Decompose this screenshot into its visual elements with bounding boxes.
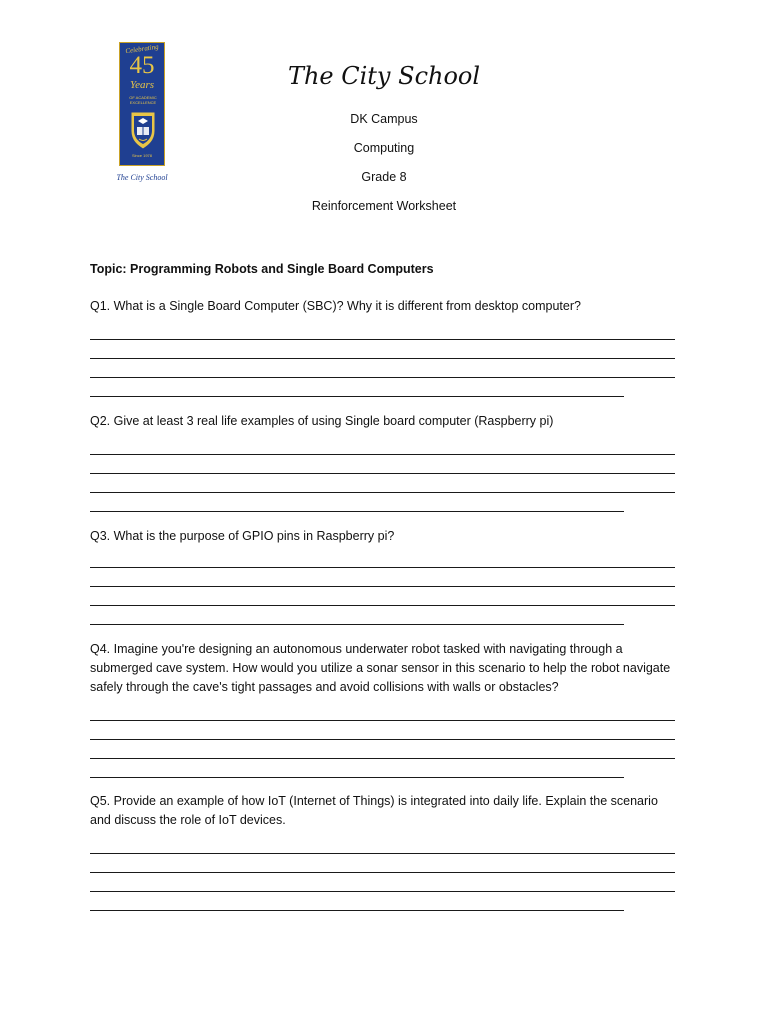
answer-line[interactable] [90, 910, 624, 911]
worksheet-title: Reinforcement Worksheet [311, 199, 457, 213]
question-4: Q4. Imagine you're designing an autonomous underwater robot tasked with navigating through a submerged cave system. How would you utilize a sonar sensor in this scenario to help the robot navigate safely through the cave's tight passages and avoid collisions with walls or obstacles? [90, 642, 671, 694]
answer-line[interactable] [90, 358, 675, 359]
answer-line[interactable] [90, 586, 675, 587]
answer-line[interactable] [90, 454, 675, 455]
question-5: Q5. Provide an example of how IoT (Internet of Things) is integrated into daily life. Explain the scenario and discuss the role of IoT devices. [90, 794, 658, 827]
answer-line[interactable] [90, 339, 675, 340]
answer-line[interactable] [90, 624, 624, 625]
question-2: Q2. Give at least 3 real life examples of using Single board computer (Raspberry pi) [90, 414, 554, 428]
answer-line[interactable] [90, 872, 675, 873]
answer-line[interactable] [90, 511, 624, 512]
answer-line[interactable] [90, 396, 624, 397]
logo-since-text: Since 1978 [131, 153, 152, 158]
subject-name: Computing [353, 141, 415, 155]
answer-line[interactable] [90, 605, 675, 606]
question-1: Q1. What is a Single Board Computer (SBC)? Why it is different from desktop computer? [90, 299, 581, 313]
answer-line[interactable] [90, 377, 675, 378]
answer-line[interactable] [90, 567, 675, 568]
answer-line[interactable] [90, 492, 675, 493]
answer-line[interactable] [90, 473, 675, 474]
school-title: The City School [287, 62, 481, 90]
answer-line[interactable] [90, 739, 675, 740]
question-3: Q3. What is the purpose of GPIO pins in Raspberry pi? [90, 529, 395, 543]
topic-heading: Topic: Programming Robots and Single Board Computers [90, 262, 434, 276]
campus-name: DK Campus [350, 112, 418, 126]
answer-line[interactable] [90, 777, 624, 778]
logo-celebrating-text: Celebrating [124, 42, 160, 56]
answer-line[interactable] [90, 758, 675, 759]
logo-tagline: OF ACADEMIC EXCELLENCE [129, 95, 157, 105]
logo-years-text: Years [129, 79, 155, 91]
grade-level: Grade 8 [361, 170, 407, 184]
logo-school-name: The City School [116, 173, 168, 182]
answer-line[interactable] [90, 720, 675, 721]
answer-line[interactable] [90, 853, 675, 854]
answer-line[interactable] [90, 891, 675, 892]
logo-anniversary-number: 45 [129, 52, 155, 79]
